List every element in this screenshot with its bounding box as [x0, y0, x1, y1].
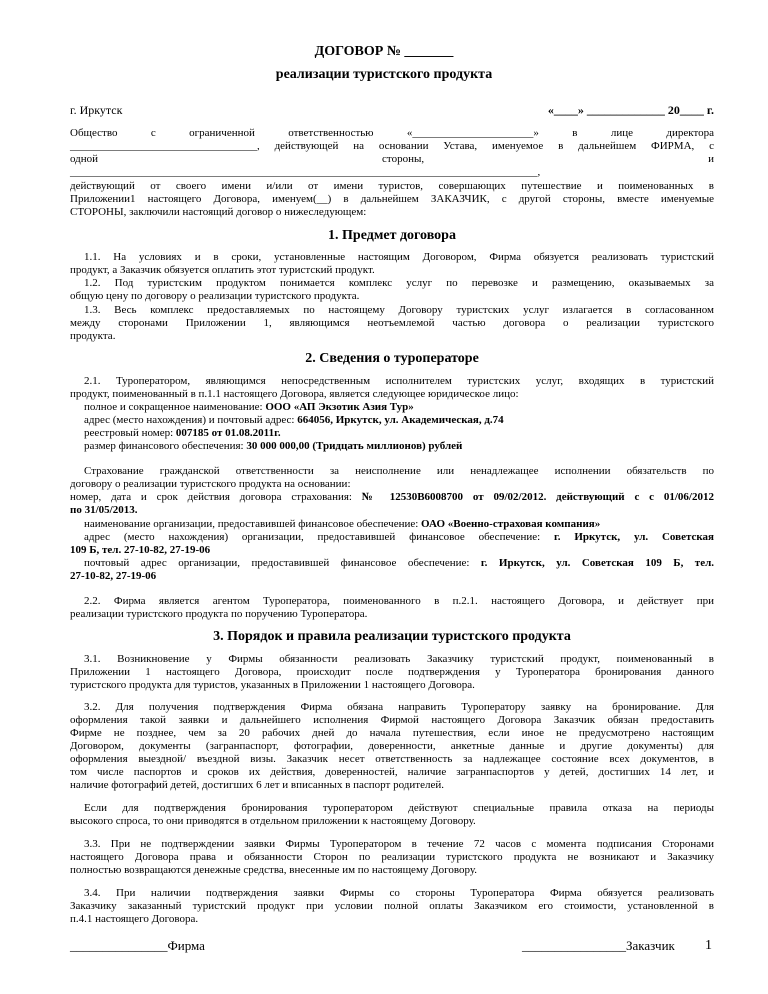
insurance-line-a: Страхование гражданской ответственности за неисполнение или ненадлежащее исполнении обязательств по	[84, 465, 714, 477]
para-3-2-d: Договором, документы (загранпаспорт, фотографии, доверенности, анкетные данные и другие документы) для	[70, 740, 714, 752]
para-3-4-a: 3.4. При наличии подтверждения заявки Фирмы со стороны Туроператора Фирма обязуется реализовать	[84, 887, 714, 899]
insurance-contract-row	[70, 491, 714, 504]
para-3-4-b: Заказчику заказанный туристский продукт при условии полной оплаты Заказчиком его стоимости, установленной в	[70, 900, 714, 912]
section-1-heading: 1. Предмет договора	[328, 228, 456, 243]
place-date-row	[70, 104, 714, 117]
para-2-2-a: 2.2. Фирма является агентом Туроператора, поименованного в п.2.1. настоящего Договора, и действует при	[84, 595, 714, 607]
page-number: 1	[705, 938, 712, 953]
contract-subtitle: реализации туристского продукта	[275, 67, 493, 82]
insurer-name-row	[70, 518, 728, 531]
intro-line-6: Приложении1 настоящего Договора, именуем(__) в дальнейшем ЗАКАЗЧИК, с другой стороны, вместе именуемые	[70, 193, 714, 205]
para-3-2-e: оформления выездной/ въездной визы. Заказчик несет ответственность за надлежащее состояние всех документов, в	[70, 753, 714, 765]
para-1-2-b: общую цену по договору о реализации туристского продукта.	[70, 290, 360, 302]
insurer-post-label: почтовый адрес организации, предоставившей финансовое обеспечение:	[84, 557, 481, 569]
insurance-contract-label: номер, дата и срок действия договора страхования:	[70, 491, 362, 503]
city: г. Иркутск	[70, 103, 123, 117]
operator-finance-value: 30 000 000,00 (Тридцать миллионов) рублей	[246, 440, 463, 452]
operator-address-label: адрес (место нахождения) и почтовый адрес:	[84, 414, 298, 426]
para-3-2-b: оформления такой заявки и дальнейшего исполнения Фирмой настоящего Договора Заказчик обязан предоставить	[70, 714, 714, 726]
para-1-1-b: продукт, а Заказчик обязуется оплатить этот туристский продукт.	[70, 264, 375, 276]
para-2-1-b: продукт, поименованный в п.1.1 настоящего Договора, является следующее юридическое лицо:	[70, 388, 519, 400]
operator-registry-row	[70, 427, 728, 440]
insurance-contract-end-row	[70, 504, 714, 517]
insurance-contract-value: № 12530В6008700 от 09/02/2012. действующий с с 01/06/2012	[361, 491, 714, 503]
insurer-name-value: ОАО «Военно-страховая компания»	[421, 518, 601, 530]
intro-line-5: действующий от своего имени и/или от имени туристов, совершающих путешествие и поименованных в	[70, 180, 714, 192]
operator-address-value: 664056, Иркутск, ул. Академическая, д.74	[297, 414, 504, 426]
operator-registry-value: 007185 от 01.08.2011г.	[175, 427, 281, 439]
operator-finance-row	[70, 440, 728, 453]
operator-name-row	[70, 401, 728, 414]
intro-line-2: __________________________________, действующей на основании Устава, именуемое в дальнейшем ФИРМА, с	[70, 140, 714, 152]
para-1-1-a: 1.1. На условиях и в сроки, установленные настоящим Договором, Фирма обязуется реализовать туристский	[84, 251, 714, 263]
insurer-post-value-a: г. Иркутск, ул. Советская 109 Б, тел.	[480, 557, 715, 569]
intro-line-1: Общество с ограниченной ответственностью «______________________» в лице директора	[70, 127, 714, 139]
insurer-address-row	[70, 531, 714, 544]
para-3-3-b: настоящего Договора права и обязанности Сторон по реализации туристского продукта не возникают и Заказчику	[70, 851, 714, 863]
operator-finance-label: размер финансового обеспечения:	[84, 440, 247, 452]
footer-client-signature: ________________Заказчик	[522, 938, 675, 953]
insurer-address-value-a: г. Иркутск, ул. Советская	[554, 531, 714, 543]
para-1-3-c: продукта.	[70, 330, 116, 342]
footer-firm-signature: _______________Фирма	[70, 938, 205, 953]
para-3-1-a: 3.1. Возникновение у Фирмы обязанности реализовать Заказчику туристский продукт, поименованный в	[84, 653, 714, 665]
para-1-3-a: 1.3. Весь комплекс предоставляемых по настоящему Договору туристских услуг излагается в согласованном	[84, 304, 714, 316]
para-3-2-f: том числе паспортов и сроков их действия, доверенностей, наличие загранпаспортов у детей, достигших 14 лет, и	[70, 766, 714, 778]
para-2-1-a: 2.1. Туроператором, являющимся непосредственным исполнителем туристских услуг, входящих в туристский	[84, 375, 714, 387]
para-3-2-a: 3.2. Для получения подтверждения Фирма обязана направить Туроператору заявку на бронирование. Для	[84, 701, 714, 713]
insurer-post-row-2	[70, 570, 714, 583]
para-2-2-b: реализации туристского продукта по поручению Туроператора.	[70, 608, 368, 620]
para-3-2-h-a: Если для подтверждения бронирования туроператором действуют специальные правила отказа на периоды	[84, 802, 714, 814]
section-3-heading: 3. Порядок и правила реализации туристского продукта	[213, 629, 571, 644]
para-3-1-b: Приложении 1 настоящего Договора, происходит после подтверждения у Туроператора бронирования данного	[70, 666, 714, 678]
para-1-2-a: 1.2. Под туристским продуктом понимается комплекс услуг по перевозке и размещению, оказываемых за	[84, 277, 714, 289]
intro-line-7: СТОРОНЫ, заключили настоящий договор о нижеследующем:	[70, 206, 367, 218]
para-3-2-h-b: высокого спроса, то они приводятся в отдельном приложении к настоящему Договору.	[70, 815, 476, 827]
para-1-3-b: между сторонами Приложении 1, являющимся неотъемлемой частью договора о реализации туристского	[70, 317, 714, 329]
insurance-line-b: договору о реализации туристского продукта на основании:	[70, 478, 351, 490]
insurer-name-label: наименование организации, предоставившей финансовое обеспечение:	[84, 518, 422, 530]
para-3-2-g: наличие фотографий детей, достигших 6 лет и вписанных в паспорт родителей.	[70, 779, 444, 791]
operator-registry-label: реестровый номер:	[84, 427, 176, 439]
intro-line-3: одной стороны, и	[70, 153, 714, 165]
intro-line-4: _____________________________________________________________________________________,	[70, 166, 541, 178]
para-3-1-c: туристского продукта для туристов, указанных в Приложении 1 настоящего Договора.	[70, 679, 475, 691]
para-3-2-c: Фирме не позднее, чем за 20 рабочих дней до начала путешествия, если иное не предусмотрено настоящим	[70, 727, 714, 739]
insurer-address-value-b: 109 Б, тел. 27-10-82, 27-19-06	[70, 544, 211, 556]
para-3-4-c: п.4.1 настоящего Договора.	[70, 913, 199, 925]
insurer-post-value-b: 27-10-82, 27-19-06	[70, 570, 157, 582]
operator-address-row	[70, 414, 728, 427]
insurer-address-row-2	[70, 544, 714, 557]
insurer-post-row	[70, 557, 714, 570]
contract-title: ДОГОВОР № _______	[314, 44, 454, 59]
para-3-3-a: 3.3. При не подтверждении заявки Фирмы Туроператором в течение 72 часов с момента подписания Сторонами	[84, 838, 714, 850]
operator-name-label: полное и сокращенное наименование:	[84, 401, 266, 413]
insurer-address-label: адрес (место нахождения) организации, предоставившей финансовое обеспечение:	[84, 531, 554, 543]
para-3-3-c: полностью возвращаются денежные средства, внесенные им по настоящему Договору.	[70, 864, 478, 876]
insurance-contract-end: по 31/05/2013.	[70, 504, 138, 516]
section-2-heading: 2. Сведения о туроператоре	[305, 351, 479, 366]
operator-name-value: ООО «АП Экзотик Азия Тур»	[265, 401, 414, 413]
contract-date: «____» _____________ 20____ г.	[547, 103, 714, 117]
